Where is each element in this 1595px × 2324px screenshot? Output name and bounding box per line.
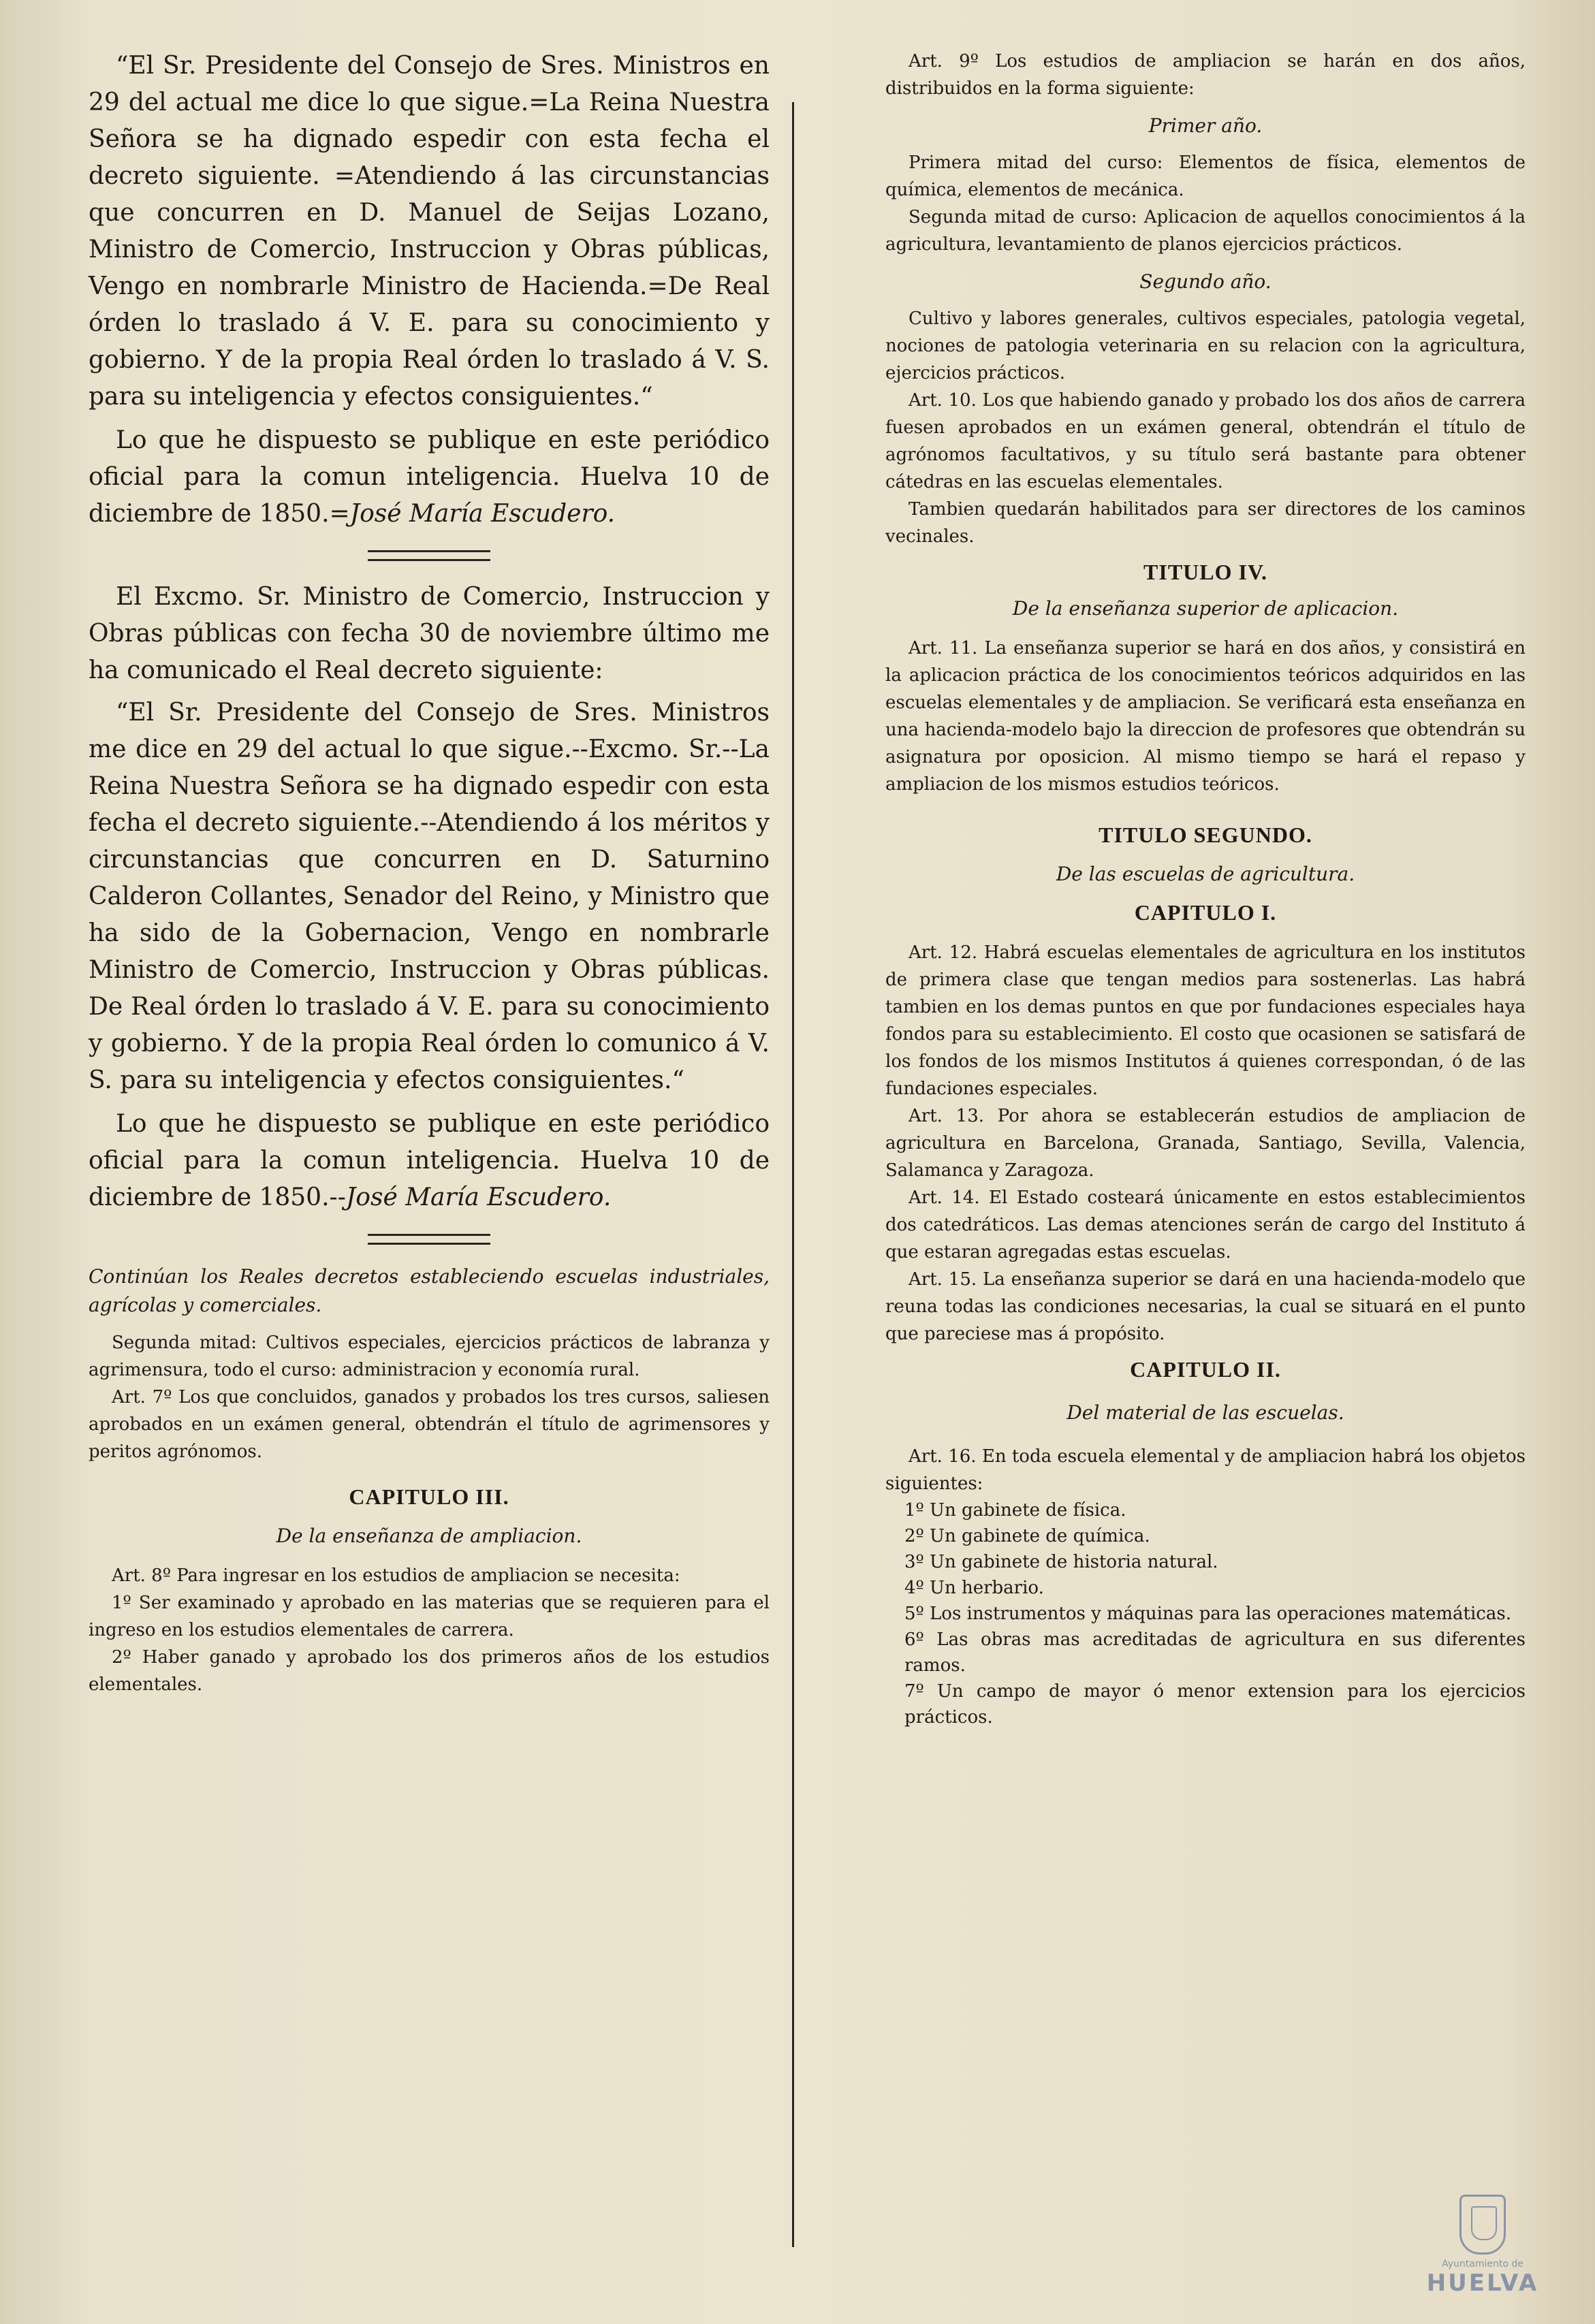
- second-year-text: Cultivo y labores generales, cultivos especiales, patologia vegetal, nociones de patologia veterinaria en su relacion con la agricultura, ejercicios prácticos.: [885, 308, 1526, 383]
- list-item: 1º Un gabinete de física.: [904, 1500, 1126, 1521]
- signature-1: José María Escudero.: [349, 500, 616, 528]
- decree-text-2: “El Sr. Presidente del Consejo de Sres. Ministros me dice en 29 del actual lo que sigue.--Excmo. Sr.--La Reina Nuestra Señora se ha dignado espedir con esta fecha el decreto siguiente.--Atendiendo á los méritos y circunstancias que concurren en D. Saturnino Calderon Collantes, Senador del Reino, y Ministro que ha sido de la Gobernacion, Vengo en nombrarle Ministro de Comercio, Instruccion y Obras públicas. De Real órden lo traslado á V. E. para su conocimiento y gobierno. Y de la propia Real órden lo comunico á V. S. para su inteligencia y efectos consiguientes.“: [89, 699, 770, 1094]
- article-10-continued: Tambien quedarán habilitados para ser directores de los caminos vecinales.: [885, 499, 1526, 547]
- coat-of-arms-icon: [1459, 2195, 1506, 2255]
- article-8-item-2: 2º Haber ganado y aprobado los dos primeros años de los estudios elementales.: [89, 1647, 770, 1695]
- publication-note-2: [89, 1106, 770, 1216]
- article-15: Art. 15. La enseñanza superior se dará en una hacienda-modelo que reuna todas las condiciones necesarias, la cual se situará en el punto que pareciese mas á propósito.: [885, 1269, 1526, 1344]
- article-13: Art. 13. Por ahora se establecerán estudios de ampliacion de agricultura en Barcelona, Granada, Santiago, Sevilla, Valencia, Salamanca y Zaragoza.: [885, 1106, 1526, 1181]
- column-rule: [792, 102, 794, 2247]
- continuation-heading: Continúan los Reales decretos estableciendo escuelas industriales, agrícolas y comerciales.: [89, 1265, 770, 1316]
- decree-text-1: “El Sr. Presidente del Consejo de Sres. Ministros en 29 del actual me dice lo que sigue.=La Reina Nuestra Señora se ha dignado espedir con esta fecha el decreto siguiente. =Atendiendo á las circunstancias que concurren en D. Manuel de Seijas Lozano, Ministro de Comercio, Instruccion y Obras públicas, Vengo en nombrarle Ministro de Hacienda.=De Real órden lo traslado á V. E. para su conocimiento y gobierno. Y de la propia Real órden lo traslado á V. S. para su inteligencia y efectos consiguientes.“: [89, 52, 770, 411]
- divider: [368, 550, 490, 561]
- chapter-subheading: De la enseñanza de ampliacion.: [276, 1525, 582, 1547]
- signature-2: José María Escudero.: [345, 1183, 612, 1211]
- article-16-list: [885, 1497, 1526, 1730]
- second-half-text: Segunda mitad: Cultivos especiales, ejercicios prácticos de labranza y agrimensura, todo el curso: administracion y economía rural.: [89, 1333, 770, 1380]
- chapter-heading: CAPITULO I.: [1134, 900, 1277, 925]
- publication-note-2-text: Lo que he dispuesto se publique en este periódico oficial para la comun inteligencia. Huelva 10 de diciembre de 1850.--: [89, 1110, 770, 1211]
- article-14: Art. 14. El Estado costeará únicamente en estos establecimientos dos catedráticos. Las demas atenciones serán de cargo del Instituto á que estaran agregadas estas escuelas.: [885, 1188, 1526, 1262]
- article-11: Art. 11. La enseñanza superior se hará en dos años, y consistirá en la aplicacion práctica de los conocimientos teóricos adquiridos en las escuelas elementales y de ampliacion. Se verificará esta enseñanza en una hacienda-modelo bajo la direccion de profesores que obtendrán su asignatura por oposicion. Al mismo tiempo se hará el repaso y ampliacion de los mismos estudios teóricos.: [885, 638, 1526, 795]
- article-9: Art. 9º Los estudios de ampliacion se harán en dos años, distribuidos en la forma siguiente:: [885, 51, 1526, 99]
- first-year-text-2: Segunda mitad de curso: Aplicacion de aquellos conocimientos á la agricultura, levantamiento de planos ejercicios prácticos.: [885, 207, 1526, 255]
- list-item: 5º Los instrumentos y máquinas para las operaciones matemáticas.: [904, 1604, 1511, 1624]
- right-column: [885, 48, 1526, 1730]
- left-column: [89, 48, 770, 1698]
- list-item: 2º Un gabinete de química.: [904, 1526, 1150, 1546]
- publication-note-1: [89, 422, 770, 532]
- divider: [368, 1234, 490, 1245]
- chapter-heading: CAPITULO II.: [1130, 1357, 1281, 1382]
- title-subheading: De las escuelas de agricultura.: [1056, 863, 1355, 885]
- article-8-item-1: 1º Ser examinado y aprobado en las materias que se requieren para el ingreso en los estudios elementales de carrera.: [89, 1593, 770, 1640]
- title-subheading: De la enseñanza superior de aplicacion.: [1012, 597, 1399, 620]
- first-year-heading: Primer año.: [1148, 114, 1263, 137]
- list-item: 4º Un herbario.: [904, 1578, 1044, 1598]
- list-item: 7º Un campo de mayor ó menor extension para los ejercicios prácticos.: [904, 1681, 1526, 1728]
- chapter-subheading: Del material de las escuelas.: [1067, 1401, 1344, 1424]
- article-12: Art. 12. Habrá escuelas elementales de agricultura en los institutos de primera clase que tengan medios para sostenerlas. Las habrá tambien en los demas puntos en que por fundaciones especiales haya fondos para su establecimiento. El costo que ocasionen se satisfará de los fondos de los mismos Institutos á quienes correspondan, ó de las fundaciones especiales.: [885, 942, 1526, 1099]
- article-7: Art. 7º Los que concluidos, ganados y probados los tres cursos, saliesen aprobados en un exámen general, obtendrán el título de agrimensores y peritos agrónomos.: [89, 1387, 770, 1462]
- publication-note-1-text: Lo que he dispuesto se publique en este periódico oficial para la comun inteligencia. Huelva 10 de diciembre de 1850.=: [89, 426, 770, 528]
- second-year-heading: Segundo año.: [1139, 270, 1272, 293]
- title-heading: TITULO SEGUNDO.: [1099, 823, 1312, 847]
- chapter-heading: CAPITULO III.: [349, 1484, 509, 1509]
- stamp-city: HUELVA: [1426, 2270, 1539, 2297]
- article-10: Art. 10. Los que habiendo ganado y probado los dos años de carrera fuesen aprobados en un exámen general, obtendrán el título de agrónomos facultativos, y su título será bastante para obtener cátedras en las escuelas elementales.: [885, 390, 1526, 492]
- archive-stamp: [1411, 2195, 1554, 2297]
- decree-intro: El Excmo. Sr. Ministro de Comercio, Instruccion y Obras públicas con fecha 30 de noviembre último me ha comunicado el Real decreto siguiente:: [89, 583, 770, 684]
- article-16: Art. 16. En toda escuela elemental y de ampliacion habrá los objetos siguientes:: [885, 1446, 1526, 1494]
- list-item: 3º Un gabinete de historia natural.: [904, 1552, 1218, 1572]
- stamp-caption: Ayuntamiento de: [1442, 2259, 1523, 2270]
- list-item: 6º Las obras mas acreditadas de agricultura en sus diferentes ramos.: [904, 1629, 1526, 1676]
- article-8: Art. 8º Para ingresar en los estudios de ampliacion se necesita:: [112, 1565, 680, 1586]
- first-year-text-1: Primera mitad del curso: Elementos de física, elementos de química, elementos de mecánica.: [885, 153, 1526, 200]
- title-heading: TITULO IV.: [1143, 560, 1267, 584]
